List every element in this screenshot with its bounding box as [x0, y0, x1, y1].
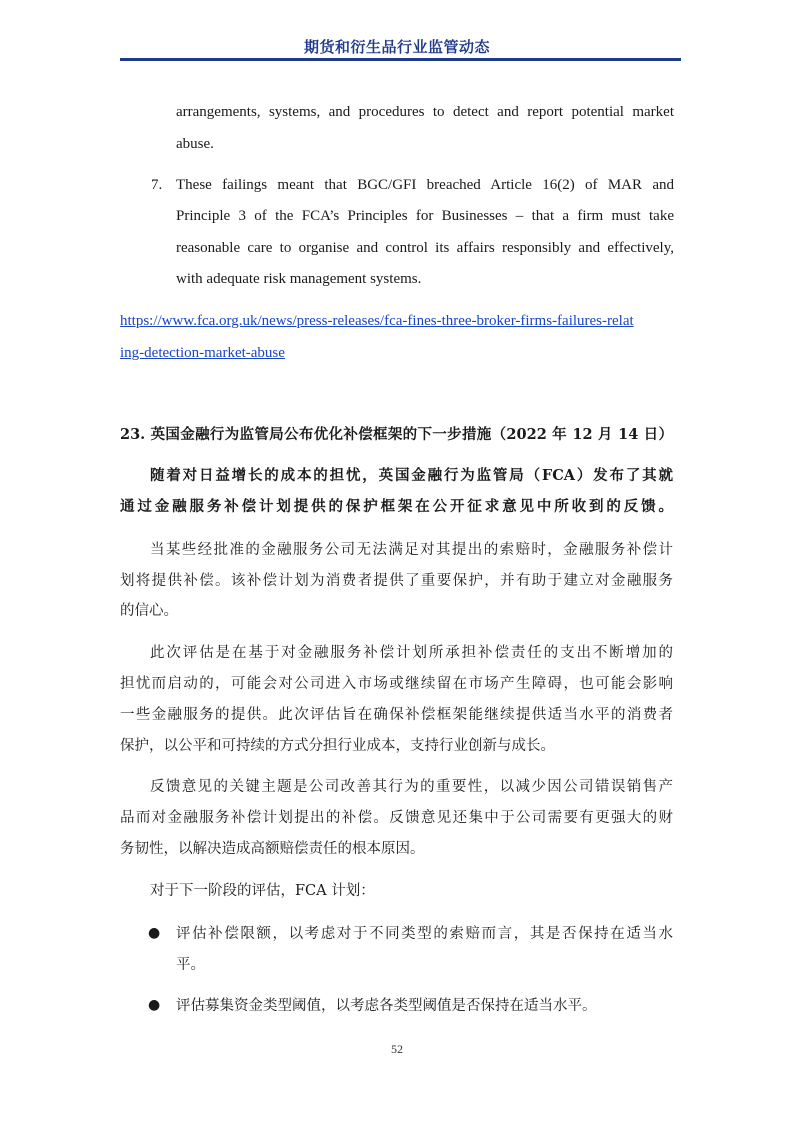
paragraph-line: 对于下一阶段的评估，FCA 计划： [150, 883, 375, 899]
header-title: 期货和衍生品行业监管动态 [303, 38, 490, 56]
source-link[interactable]: ing-detection-market-abuse [120, 345, 285, 361]
lead-paragraph-line: 通过金融服务补偿计划提供的保护框架在公开征求意见中所收到的反馈。 [120, 498, 673, 515]
paragraph-line: 划将提供补偿。该补偿计划为消费者提供了重要保护，并有助于建立对金融服务 [120, 573, 673, 589]
paragraph-line: 保护，以公平和可持续的方式分担行业成本，支持行业创新与成长。 [120, 738, 555, 754]
item7-line: with adequate risk management systems. [176, 271, 422, 287]
item7-line: These failings meant that BGC/GFI breached Article 16(2) of MAR and [176, 177, 674, 193]
paragraph-line: 品而对金融服务补偿计划提出的补偿。反馈意见还集中于公司需要有更强大的财 [120, 810, 673, 826]
item6-line: abuse. [176, 136, 214, 152]
bullet-item-line: 平。 [176, 957, 205, 973]
paragraph-line: 的信心。 [120, 603, 178, 619]
section-heading: 23. 英国金融行为监管局公布优化补偿框架的下一步措施（2022 年 12 月 14 日） [120, 426, 673, 443]
bullet-item-line: 评估募集资金类型阈值，以考虑各类型阈值是否保持在适当水平。 [176, 998, 597, 1014]
lead-paragraph-line: 随着对日益增长的成本的担忧，英国金融行为监管局（FCA）发布了其就 [150, 467, 673, 484]
paragraph-line: 务韧性，以解决造成高额赔偿责任的根本原因。 [120, 841, 425, 857]
item7-line: reasonable care to organise and control its affairs responsibly and effectively, [176, 240, 674, 256]
bullet-icon: ● [148, 997, 161, 1013]
item7-line: Principle 3 of the FCA’s Principles for Businesses – that a firm must take [176, 208, 674, 224]
paragraph-line: 当某些经批准的金融服务公司无法满足对其提出的索赔时，金融服务补偿计 [150, 542, 673, 558]
item6-line: arrangements, systems, and procedures to detect and report potential market [176, 104, 674, 120]
source-link[interactable]: https://www.fca.org.uk/news/press-releases/fca-fines-three-broker-firms-failures-relat [120, 313, 634, 329]
paragraph-line: 此次评估是在基于对金融服务补偿计划所承担补偿责任的支出不断增加的 [150, 645, 673, 661]
paragraph-line: 一些金融服务的提供。此次评估旨在确保补偿框架能继续提供适当水平的消费者 [120, 707, 673, 723]
paragraph-line: 反馈意见的关键主题是公司改善其行为的重要性，以减少因公司错误销售产 [150, 779, 673, 795]
page-number: 52 [391, 1042, 403, 1056]
paragraph-line: 担忧而启动的，可能会对公司进入市场或继续留在市场产生障碍，也可能会影响 [120, 676, 673, 692]
item7-number: 7. [151, 177, 163, 193]
bullet-item-line: 评估补偿限额，以考虑对于不同类型的索赔而言，其是否保持在适当水 [176, 926, 673, 942]
bullet-icon: ● [148, 925, 161, 941]
header-rule [120, 58, 681, 61]
